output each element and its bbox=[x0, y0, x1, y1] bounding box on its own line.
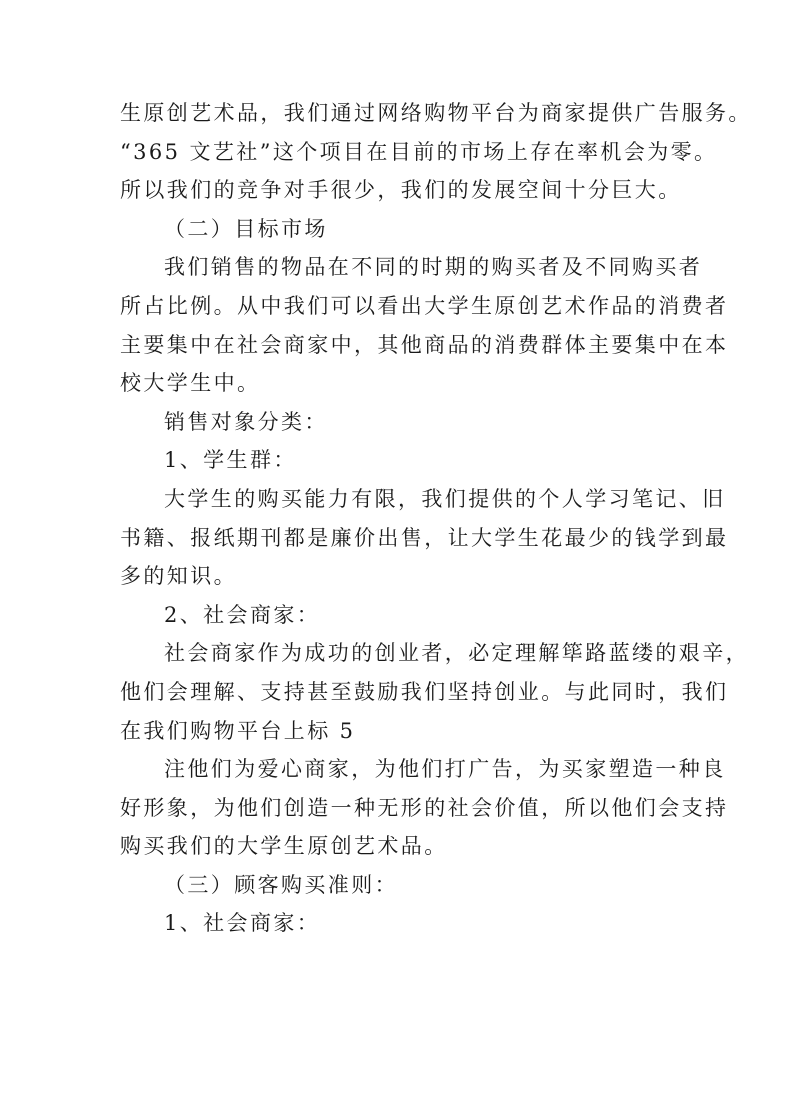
text-line: 好形象，为他们创造一种无形的社会价值，所以他们会支持 bbox=[120, 795, 729, 820]
text-line: 所以我们的竞争对手很少，我们的发展空间十分巨大。 bbox=[120, 178, 682, 203]
list-heading-students: 1、学生群： bbox=[164, 448, 297, 473]
list-heading-merchants-criteria: 1、社会商家： bbox=[164, 911, 321, 936]
text-line: 校大学生中。 bbox=[120, 371, 261, 396]
text-line: 在我们购物平台上标 5 bbox=[120, 718, 356, 743]
text-line: 销售对象分类： bbox=[164, 409, 328, 434]
text-line: 所占比例。从中我们可以看出大学生原创艺术作品的消费者 bbox=[120, 293, 729, 318]
section-heading-target-market: （二）目标市场 bbox=[164, 216, 328, 241]
text-line: “365 文艺社”这个项目在目前的市场上存在率机会为零。 bbox=[120, 139, 718, 164]
document-page bbox=[120, 94, 752, 943]
section-heading-purchase-criteria: （三）顾客购买准则： bbox=[164, 872, 398, 897]
text-line: 他们会理解、支持甚至鼓励我们坚持创业。与此同时，我们 bbox=[120, 679, 729, 704]
text-line: 购买我们的大学生原创艺术品。 bbox=[120, 834, 448, 859]
text-line: 注他们为爱心商家，为他们打广告，为买家塑造一种良 bbox=[164, 757, 726, 782]
text-line: 生原创艺术品，我们通过网络购物平台为商家提供广告服务。 bbox=[120, 101, 752, 125]
text-line: 书籍、报纸期刊都是廉价出售，让大学生花最少的钱学到最 bbox=[120, 525, 729, 550]
text-line: 我们销售的物品在不同的时期的购买者及不同购买者 bbox=[164, 255, 703, 280]
text-line: 大学生的购买能力有限，我们提供的个人学习笔记、旧 bbox=[164, 486, 726, 511]
list-heading-merchants: 2、社会商家： bbox=[164, 602, 321, 627]
text-line: 多的知识。 bbox=[120, 564, 237, 589]
text-line: 主要集中在社会商家中，其他商品的消费群体主要集中在本 bbox=[120, 332, 729, 357]
text-line: 社会商家作为成功的创业者，必定理解筚路蓝缕的艰辛， bbox=[164, 641, 749, 666]
